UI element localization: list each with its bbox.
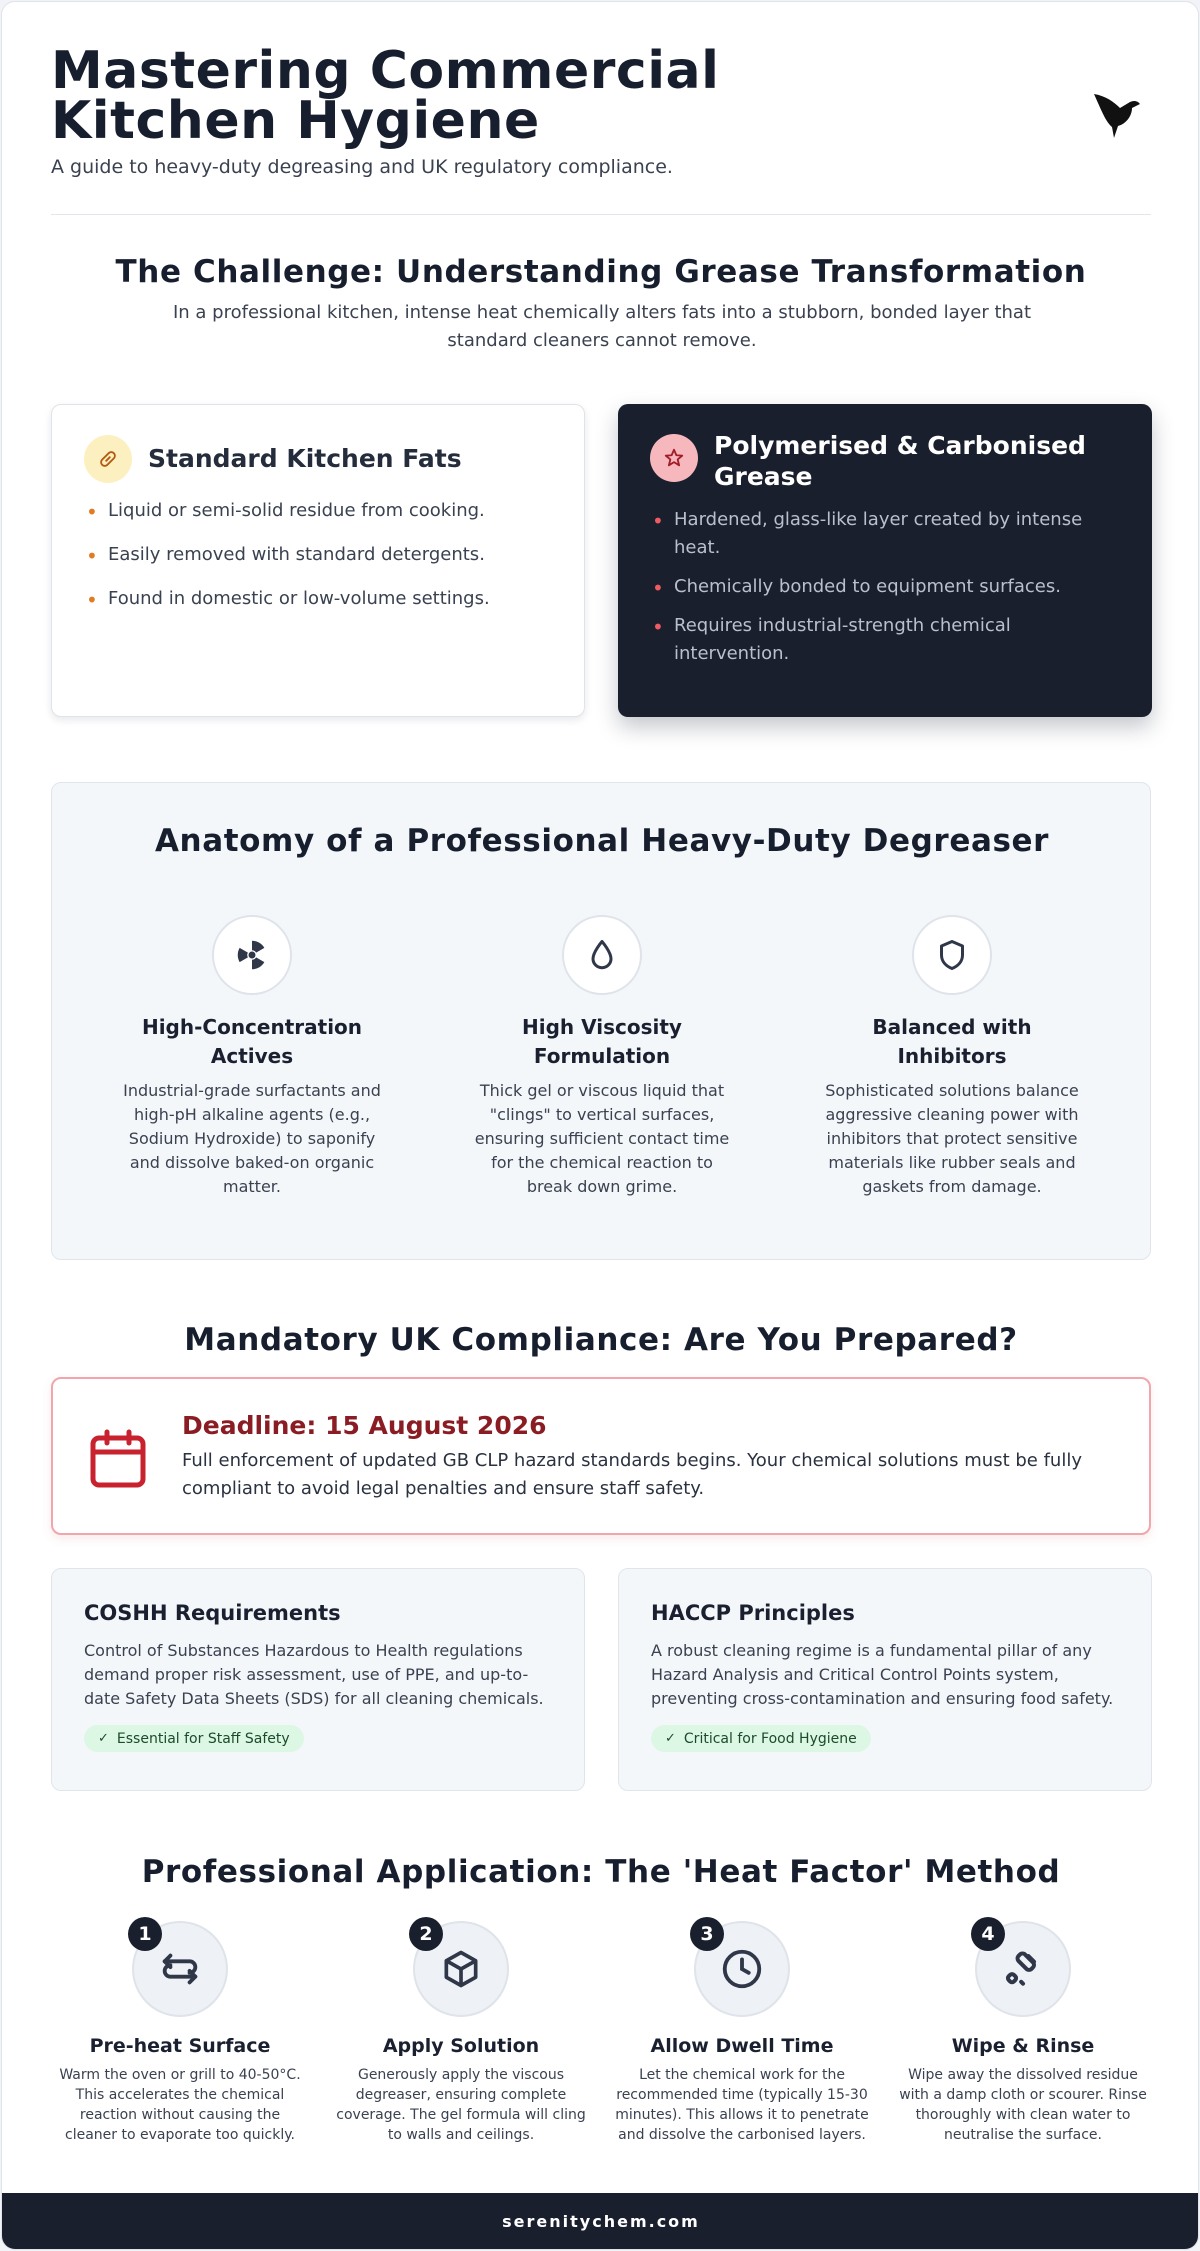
cleaning-spray-icon <box>1001 1947 1045 1991</box>
list-item: • Chemically bonded to equipment surfaces. <box>650 573 1120 601</box>
feature-viscosity <box>472 915 732 1199</box>
step-title: Pre-heat Surface <box>89 2035 271 2057</box>
card-text: Control of Substances Hazardous to Health regulations demand proper risk assessment, use of PPE, and up-to-date Safety Data Sheets (SDS) for all cleaning chemicals. <box>84 1641 544 1708</box>
badge-label: Essential for Staff Safety <box>116 1730 290 1747</box>
step-wipe <box>892 1921 1154 2145</box>
divider <box>51 214 1151 215</box>
polymerised-grease-card <box>618 404 1152 717</box>
haccp-card <box>618 1568 1152 1791</box>
list-item: • Found in domestic or low-volume settings. <box>84 585 552 613</box>
deadline-text: Full enforcement of updated GB CLP hazard standards begins. Your chemical solutions must be fully compliant to avoid legal penalties and ensure staff safety. <box>182 1450 1082 1499</box>
footer <box>2 2193 1199 2249</box>
deadline-title: Deadline: 15 August 2026 <box>182 1411 547 1440</box>
step-dwell <box>611 1921 873 2145</box>
calendar-icon <box>89 1429 147 1489</box>
infographic-page <box>1 1 1199 2250</box>
droplet-icon <box>562 915 642 995</box>
shield-icon <box>912 915 992 995</box>
status-badge <box>651 1725 871 1752</box>
step-title: Wipe & Rinse <box>951 2035 1095 2057</box>
compliance-title: Mandatory UK Compliance: Are You Prepared? <box>184 1322 1018 1358</box>
card-title: HACCP Principles <box>651 1601 855 1625</box>
step-icon-circle <box>975 1921 1071 2017</box>
list-item: • Easily removed with standard detergents. <box>84 541 552 569</box>
card-text: A robust cleaning regime is a fundamental pillar of any Hazard Analysis and Critical Control Points system, preventing cross-contamination and ensuring food safety. <box>651 1641 1114 1708</box>
deadline-alert <box>51 1377 1151 1535</box>
step-number: 1 <box>128 1917 162 1951</box>
badge-label: Critical for Food Hygiene <box>683 1730 857 1747</box>
clock-icon <box>719 1946 765 1992</box>
step-number: 4 <box>971 1917 1005 1951</box>
box-icon <box>439 1947 483 1991</box>
list-item: • Requires industrial-strength chemical intervention. <box>650 612 1120 668</box>
status-badge <box>84 1725 304 1752</box>
step-title: Apply Solution <box>382 2035 540 2057</box>
list-item: • Liquid or semi-solid residue from cooking. <box>84 497 552 525</box>
step-text: Let the chemical work for the recommended time (typically 15-30 minutes). This allows it to penetrate and dissolve the carbonised layers. <box>615 2067 869 2143</box>
card-title: Polymerised & Carbonised Grease <box>714 431 1086 491</box>
step-icon-circle <box>413 1921 509 2017</box>
feature-text: Thick gel or viscous liquid that "clings" to vertical surfaces, ensuring sufficient contact time for the chemical reaction to break down grime. <box>474 1081 730 1196</box>
challenge-title: The Challenge: Understanding Grease Transformation <box>115 254 1087 290</box>
step-title: Allow Dwell Time <box>650 2035 834 2057</box>
step-preheat <box>49 1921 311 2145</box>
method-title: Professional Application: The 'Heat Factor' Method <box>141 1854 1061 1890</box>
header <box>51 41 1151 178</box>
anatomy-section <box>51 782 1151 1260</box>
check-icon: ✓ <box>98 1731 109 1746</box>
star-icon <box>650 434 698 482</box>
feature-title: High-Concentration Actives <box>141 1015 363 1068</box>
feature-title: Balanced with Inhibitors <box>872 1015 1032 1068</box>
step-number: 2 <box>409 1917 443 1951</box>
hummingbird-icon <box>1092 88 1142 144</box>
card-title: Standard Kitchen Fats <box>148 444 462 473</box>
card-title: COSHH Requirements <box>84 1601 341 1625</box>
coshh-card <box>51 1568 585 1791</box>
step-icon-circle <box>132 1921 228 2017</box>
page-title: Mastering Commercial Kitchen Hygiene <box>51 41 720 151</box>
check-icon: ✓ <box>665 1731 676 1746</box>
step-icon-circle <box>694 1921 790 2017</box>
feature-text: Sophisticated solutions balance aggressive cleaning power with inhibitors that protect sensitive materials like rubber seals and gaskets from damage. <box>825 1081 1079 1196</box>
feature-actives <box>122 915 382 1199</box>
feature-text: Industrial-grade surfactants and high-pH alkaline agents (e.g., Sodium Hydroxide) to saponify and dissolve baked-on organic matter. <box>123 1081 381 1196</box>
step-text: Generously apply the viscous degreaser, ensuring complete coverage. The gel formula will cling to walls and ceilings. <box>336 2067 586 2143</box>
challenge-description: In a professional kitchen, intense heat chemically alters fats into a stubborn, bonded layer that standard cleaners cannot remove. <box>172 302 1032 351</box>
standard-fats-card <box>51 404 585 717</box>
step-text: Warm the oven or grill to 40-50°C. This accelerates the chemical reaction without causing the cleaner to evaporate too quickly. <box>59 2067 301 2143</box>
feature-title: High Viscosity Formulation <box>522 1015 682 1068</box>
bandage-icon <box>84 435 132 483</box>
radiation-icon <box>212 915 292 995</box>
anatomy-title: Anatomy of a Professional Heavy-Duty Degreaser <box>154 823 1050 859</box>
step-text: Wipe away the dissolved residue with a damp cloth or scourer. Rinse thoroughly with clean water to neutralise the surface. <box>899 2067 1147 2143</box>
swap-arrows-icon <box>157 1946 203 1992</box>
list-item: • Hardened, glass-like layer created by intense heat. <box>650 506 1120 562</box>
page-subtitle: A guide to heavy-duty degreasing and UK regulatory compliance. <box>51 156 673 178</box>
step-number: 3 <box>690 1917 724 1951</box>
feature-inhibitors <box>822 915 1082 1199</box>
step-apply <box>330 1921 592 2145</box>
footer-link[interactable]: serenitychem.com <box>502 2211 700 2231</box>
